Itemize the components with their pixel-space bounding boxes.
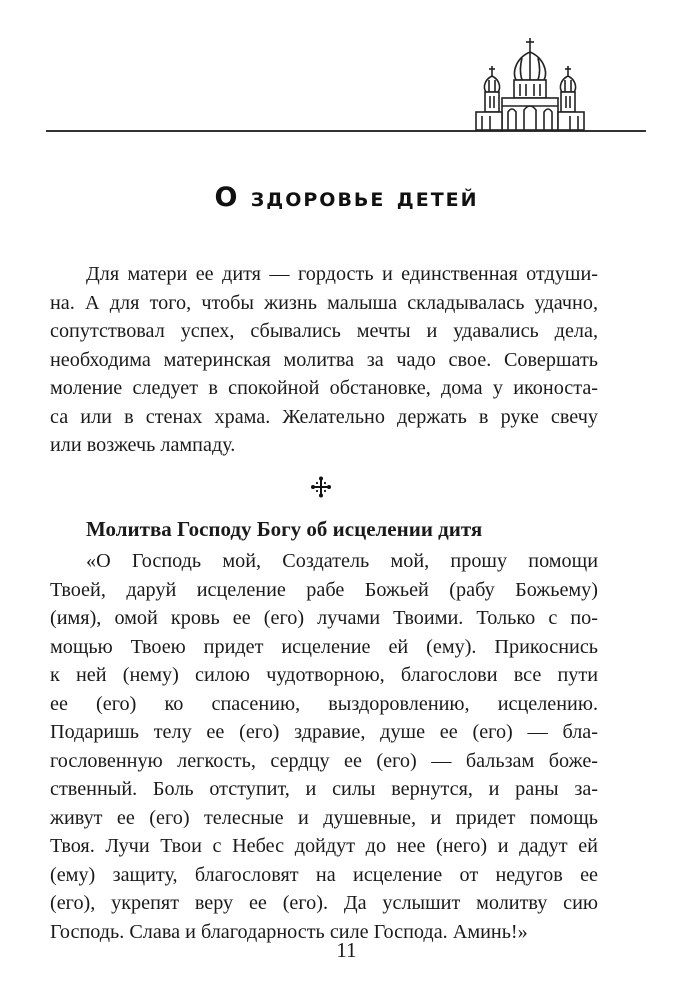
- page-title: О здоровье детей: [214, 182, 479, 213]
- page-number: 11: [336, 938, 357, 962]
- text-line: гословенную легкость, сердцу ее (его) — бальзам боже-: [50, 749, 598, 772]
- text-line: Подаришь телу ее (его) здравие, душе ее (его) — бла-: [50, 721, 598, 743]
- text-line: живут ее (его) телесные и душевные, и придет помощь: [50, 806, 598, 829]
- intro-paragraph: [50, 260, 598, 460]
- text-line: са или в стенах храма. Желательно держать в руке свечу: [50, 405, 598, 428]
- prayer-title: Молитва Господу Богу об исцелении дитя: [86, 517, 483, 541]
- text-line: или возжечь лампаду.: [50, 434, 236, 456]
- text-line: ственный. Боль отступит, и силы вернутся, и раны за-: [50, 778, 598, 800]
- cross-ornament-icon: [311, 476, 331, 498]
- text-line: к ней (нему) силою чудотворною, благослови все пути: [50, 664, 598, 686]
- text-line: (ему) защиту, благословят на исцеление от недугов ее: [50, 863, 598, 886]
- text-line: на. А для того, чтобы жизнь малыша складывалась удачно,: [50, 291, 598, 314]
- text-line: «О Господь мой, Создатель мой, прошу помощи: [86, 550, 598, 572]
- text-line: моление следует в спокойной обстановке, дома у иконоста-: [50, 377, 598, 399]
- text-line: Господь. Слава и благодарность силе Господа. Аминь!»: [50, 920, 528, 943]
- text-line: сопутствовал успех, сбывались мечты и удавались дела,: [50, 320, 598, 342]
- text-line: (его), укрепят веру ее (его). Да услышит молитву сию: [50, 892, 598, 914]
- text-line: мощью Твоею придет исцеление ей (ему). Прикоснись: [50, 635, 598, 658]
- text-line: ее (его) ко спасению, выздоровлению, исцелению.: [50, 692, 598, 715]
- text-line: (имя), омой кровь ее (его) лучами Твоими. Только с по-: [50, 607, 598, 629]
- text-line: необходима материнская молитва за чадо свое. Совершать: [50, 348, 598, 371]
- church-domes-icon: [468, 36, 592, 132]
- text-line: Твоей, даруй исцеление рабе Божьей (рабу Божьему): [50, 578, 598, 601]
- text-line: Для матери ее дитя — гордость и единственная отдуши-: [86, 263, 598, 285]
- text-line: Твоя. Лучи Твои с Небес дойдут до нее (него) и дадут ей: [50, 835, 598, 857]
- prayer-text: [50, 547, 598, 946]
